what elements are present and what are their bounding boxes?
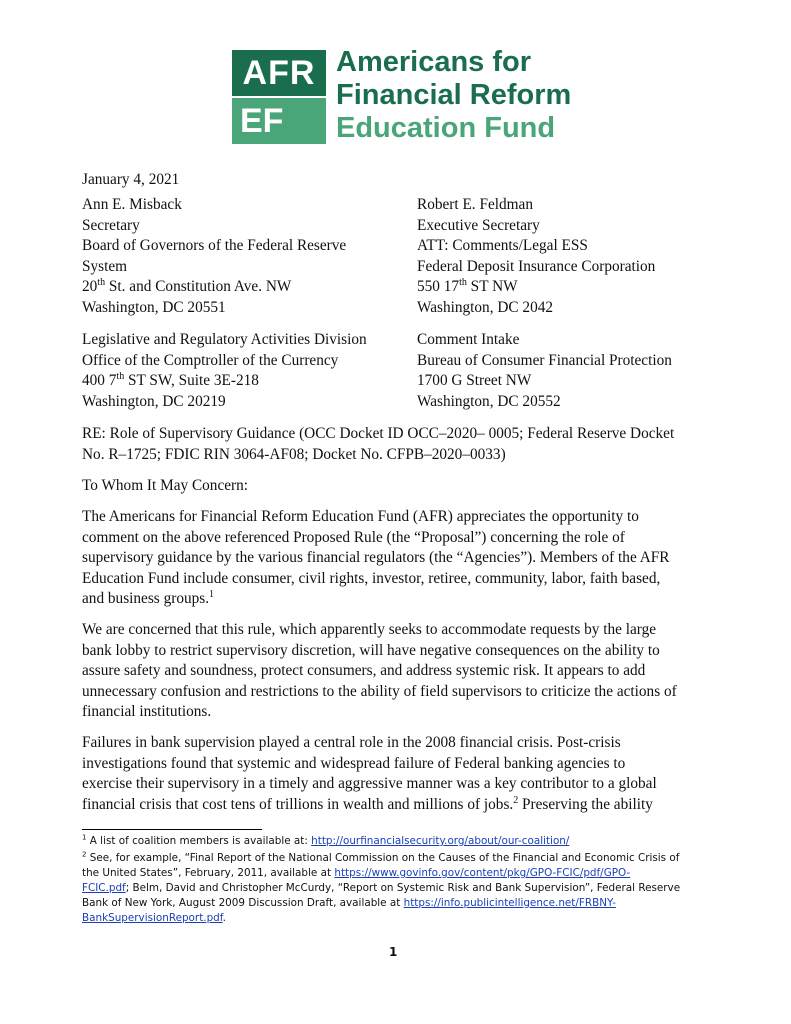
paragraph-3: Failures in bank supervision played a central role in the 2008 financial crisis. Post-crisis investigations found that systemic and widespread failure of Federal banking agencies to exercise their supervisory in a timely and aggressive manner was a key contributor to a global financial crisis that cost tens of trillions in wealth and millions of jobs.$^2$ Preserving the ability [82, 734, 657, 813]
coalition-link[interactable]: http://ourfinancialsecurity.org/about/our-coalition/ [311, 835, 570, 847]
page-number: 1 [389, 945, 398, 959]
addressee-org: Bureau of Consumer Financial Protection [417, 351, 672, 369]
frbny-report-link[interactable]: https://info.publicintelligence.net/FRBNY- [403, 897, 616, 909]
address-frb [82, 195, 346, 318]
addressee-name: Robert E. Feldman [417, 196, 533, 213]
letter-date: January 4, 2021 [82, 171, 180, 188]
logo-mark-bottom: EF [240, 102, 284, 140]
logo-line-2: Financial Reform [336, 79, 572, 111]
addressee-title: Executive Secretary [417, 216, 540, 234]
addressee-name: Ann E. Misback [82, 196, 182, 213]
addressee-city: Washington, DC 2042 [417, 298, 554, 316]
addressee-city: Washington, DC 20552 [417, 392, 561, 410]
footnote-1: $^1$ A list of coalition members is available at: http://ourfinancialsecurity.org/about/our-coalition/ [82, 833, 570, 847]
fcic-report-link[interactable]: https://www.govinfo.gov/content/pkg/GPO-FCIC/pdf/GPO- [334, 867, 631, 879]
addressee-division: Legislative and Regulatory Activities Division [82, 331, 367, 348]
addressee-org: Federal Deposit Insurance Corporation [417, 257, 656, 275]
logo-line-1: Americans for [336, 46, 532, 78]
logo-wordmark [336, 46, 571, 145]
addressee-title: Secretary [82, 216, 140, 234]
footnote-ref-1[interactable]: 1 [209, 588, 215, 600]
footnote-2: $^2$ See, for example, “Final Report of the National Commission on the Causes of the Financial and Economic Crisis of the United States”, February, 2011, available at https://www.govinfo.gov/content/pkg/GPO-FCIC/pdf/GPO- FCIC.pdf; Belm, David and Christopher McCurdy, “Report on Systemic Risk and Bank Supervision”, Federal Reserve Bank of New York, August 2009 Discussion Draft, available at https://info.publicintelligence.net/FRBNY- BankSupervisionReport.pdf. [82, 850, 681, 924]
addressee-street: 400 7th ST SW, Suite 3E-218 [82, 370, 259, 389]
addressee-street: 20th St. and Constitution Ave. NW [82, 276, 292, 295]
addressee-office: Office of the Comptroller of the Currency [82, 351, 339, 369]
addressee-org-cont: System [82, 257, 128, 275]
re-line: RE: Role of Supervisory Guidance (OCC Docket ID OCC–2020– 0005; Federal Reserve Docket No. R–1725; FDIC RIN 3064-AF08; Docket No. CFPB–2020–0033) [82, 425, 675, 463]
fcic-report-link-cont[interactable]: FCIC.pdf [82, 882, 126, 894]
addressee-name: Comment Intake [417, 331, 520, 348]
address-fdic [417, 195, 655, 318]
addressee-city: Washington, DC 20219 [82, 392, 226, 410]
addressee-org: Board of Governors of the Federal Reserve [82, 237, 347, 254]
afr-logo-mark [232, 50, 326, 144]
addressee-street: 1700 G Street NW [417, 372, 532, 389]
footnote-separator [82, 829, 262, 830]
addressee-city: Washington, DC 20551 [82, 298, 226, 316]
address-occ [82, 330, 367, 412]
address-cfpb [417, 330, 672, 412]
addressee-att: ATT: Comments/Legal ESS [417, 237, 588, 254]
paragraph-1: The Americans for Financial Reform Education Fund (AFR) appreciates the opportunity to comment on the above referenced Proposed Rule (the “Proposal”) concerning the role of supervisory guidance by the various financial regulators (the “Agencies”). Members of the AFR Education Fund include consumer, civil rights, investor, retiree, community, labor, faith based, and business groups.$^1$ [82, 508, 670, 607]
paragraph-2: We are concerned that this rule, which apparently seeks to accommodate requests by the large bank lobby to restrict supervisory discretion, will have negative consequences on the ability to assure safety and soundness, protect consumers, and address systemic risk. It appears to add unnecessary confusion and restrictions to the ability of field supervisors to criticize the actions of financial institutions. [82, 621, 677, 720]
logo-mark-top: AFR [232, 50, 326, 97]
logo-line-3: Education Fund [336, 112, 556, 144]
footnote-ref-2[interactable]: 2 [513, 794, 519, 806]
salutation: To Whom It May Concern: [82, 477, 249, 494]
addressee-street: 550 17th ST NW [417, 276, 518, 295]
frbny-report-link-cont[interactable]: BankSupervisionReport.pdf [82, 912, 223, 924]
